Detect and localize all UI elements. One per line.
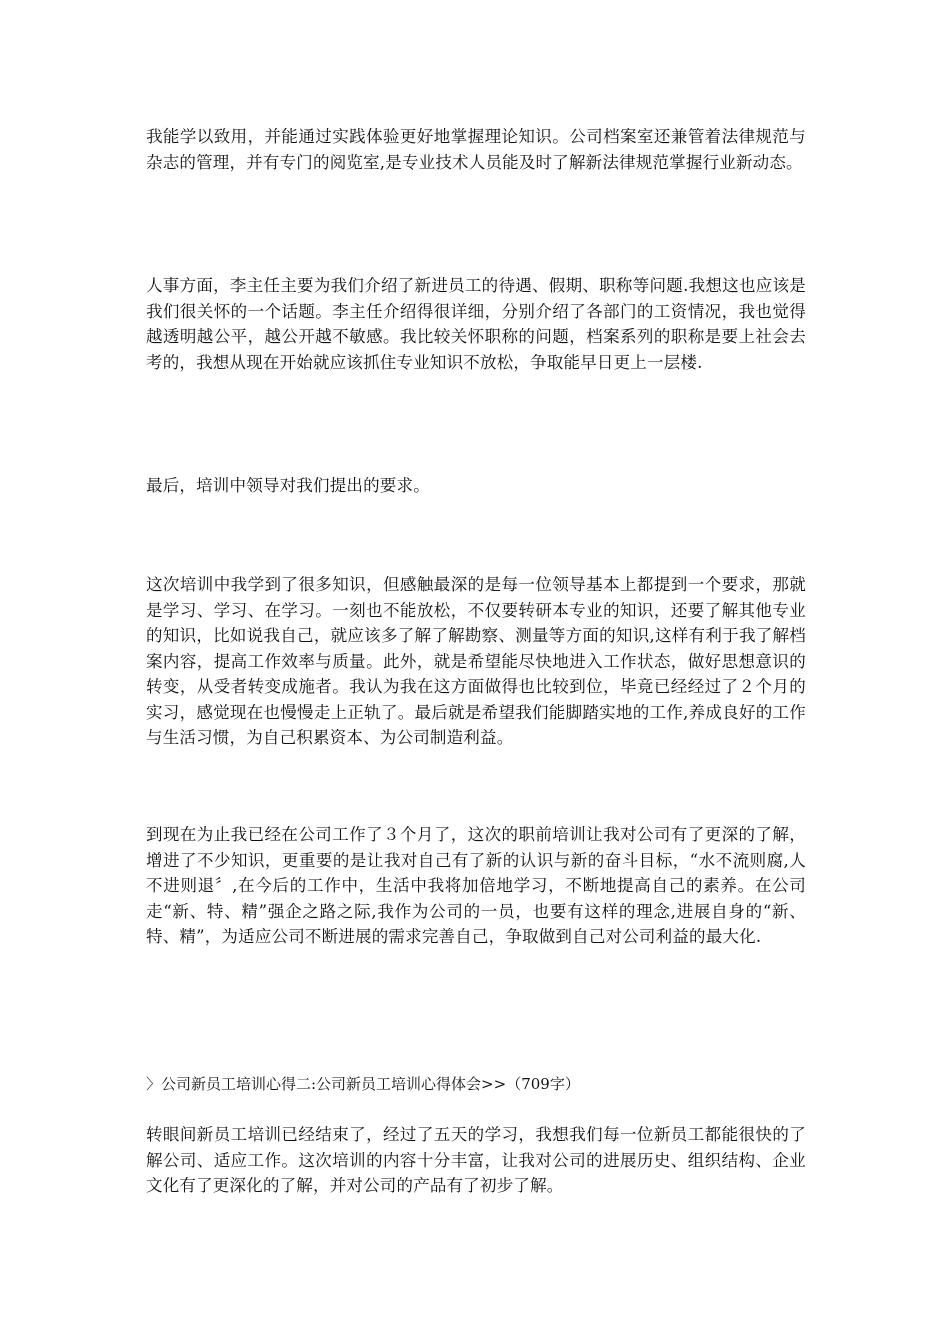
paragraph-personnel: 人事方面，李主任主要为我们介绍了新进员工的待遇、假期、职称等问题.我想这也应该是我们很关怀的一个话题。李主任介绍得很详细，分别介绍了各部门的工资情况，我也觉得越透明越公平，越公开越不敏感。我比较关怀职称的问题，档案系列的职称是要上社会去考的，我想从现在开始就应该抓住专业知识不放松，争取能早日更上一层楼. xyxy=(146,276,806,372)
section-heading: 〉公司新员工培训心得二:公司新员工培训心得体会>>（709字） xyxy=(146,1075,580,1093)
paragraph-closing: 转眼间新员工培训已经结束了，经过了五天的学习，我想我们每一位新员工都能很快的了解公司、适应工作。这次培训的内容十分丰富，让我对公司的进展历史、组织结构、企业文化有了更深化的了解，并对公司的产品有了初步了解。 xyxy=(146,1125,806,1195)
paragraph-archives: 我能学以致用，并能通过实践体验更好地掌握理论知识。公司档案室还兼管着法律规范与杂志的管理，并有专门的阅览室,是专业技术人员能及时了解新法律规范掌握行业新动态。 xyxy=(146,127,806,172)
paragraph-summary: 到现在为止我已经在公司工作了３个月了，这次的职前培训让我对公司有了更深的了解，增进了不少知识，更重要的是让我对自己有了新的认识与新的奋斗目标，“水不流则腐,人不进则退〞,在今后的工作中，生活中我将加倍地学习，不断地提高自己的素养。在公司走“新、特、精”强企之路之际,我作为公司的一员，也要有这样的理念,进展自身的“新、特、精”，为适应公司不断进展的需求完善自己，争取做到自己对公司利益的最大化. xyxy=(146,825,806,946)
paragraph-learning: 这次培训中我学到了很多知识，但感触最深的是每一位领导基本上都提到一个要求，那就是学习、学习、在学习。一刻也不能放松，不仅要转研本专业的知识，还要了解其他专业的知识，比如说我自己，就应该多了解了解勘察、测量等方面的知识,这样有利于我了解档案内容，提高工作效率与质量。此外，就是希望能尽快地进入工作状态，做好思想意识的转变，从受者转变成施者。我认为我在这方面做得也比较到位，毕竟已经经过了２个月的实习，感觉现在也慢慢走上正轨了。最后就是希望我们能脚踏实地的工作,养成良好的工作与生活习惯，为自己积累资本、为公司制造利益。 xyxy=(146,575,806,747)
paragraph-requirements-intro: 最后，培训中领导对我们提出的要求。 xyxy=(146,476,430,495)
